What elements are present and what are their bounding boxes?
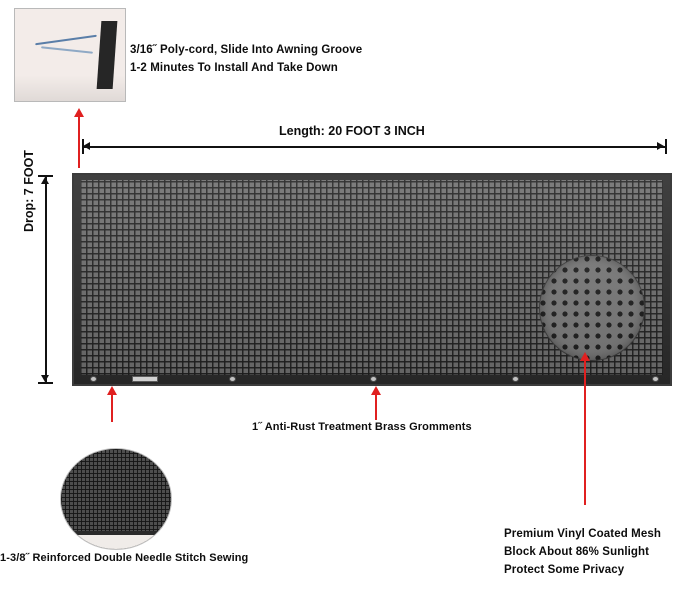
privacy-arrow-shaft — [584, 360, 586, 505]
panel-top-edge — [74, 175, 670, 180]
drop-dimension-line — [45, 175, 47, 383]
polycord-arrow-shaft — [78, 116, 80, 168]
panel-right-edge — [663, 175, 670, 384]
polycord-rope-secondary — [41, 46, 93, 53]
privacy-callout-line2: Block About 86% Sunlight — [504, 546, 650, 558]
polycord-inset-image — [14, 8, 126, 102]
grommet — [90, 376, 97, 382]
length-dimension-line — [82, 146, 667, 148]
privacy-callout-text — [504, 528, 661, 582]
grommet-arrow-head-left — [107, 386, 117, 395]
polycord-shadow — [15, 75, 125, 101]
grommet-arrow-head-mid — [371, 386, 381, 395]
grommet — [229, 376, 236, 382]
privacy-callout-line1: Premium Vinyl Coated Mesh — [504, 528, 661, 540]
drop-arrow-bottom — [41, 375, 49, 382]
length-label: Length: 20 FOOT 3 INCH — [279, 124, 425, 138]
grommet-callout-text: 1˝ Anti-Rust Treatment Brass Gromments — [252, 421, 472, 433]
polycord-callout-line2: 1-2 Minutes To Install And Take Down — [130, 62, 338, 74]
polycord-callout-line1: 3/16˝ Poly-cord, Slide Into Awning Groove — [130, 44, 363, 56]
grommet — [512, 376, 519, 382]
mesh-weave-zoom-inset — [539, 255, 645, 361]
length-dimension-cap-right — [665, 139, 667, 154]
privacy-callout-line3: Protect Some Privacy — [504, 564, 625, 576]
polycord-rope — [35, 35, 97, 46]
stitching-inset-image — [60, 448, 172, 550]
grommet-arrow-shaft-left — [111, 392, 113, 422]
stitch-background-band — [61, 535, 171, 549]
product-tag — [132, 376, 158, 382]
length-arrow-left — [83, 142, 90, 150]
polycord-arrow-head — [74, 108, 84, 117]
length-arrow-right — [657, 142, 664, 150]
drop-label: Drop: 7 FOOT — [22, 150, 36, 232]
polycord-callout-text — [130, 44, 362, 80]
panel-left-edge — [74, 175, 81, 384]
privacy-arrow-head — [580, 352, 590, 361]
drop-arrow-top — [41, 177, 49, 184]
grommet — [370, 376, 377, 382]
stitching-callout-text: 1-3/8˝ Reinforced Double Needle Stitch Sewing — [0, 552, 249, 564]
grommet-arrow-shaft-mid — [375, 392, 377, 420]
grommet — [652, 376, 659, 382]
drop-dimension-cap-bottom — [38, 382, 53, 384]
